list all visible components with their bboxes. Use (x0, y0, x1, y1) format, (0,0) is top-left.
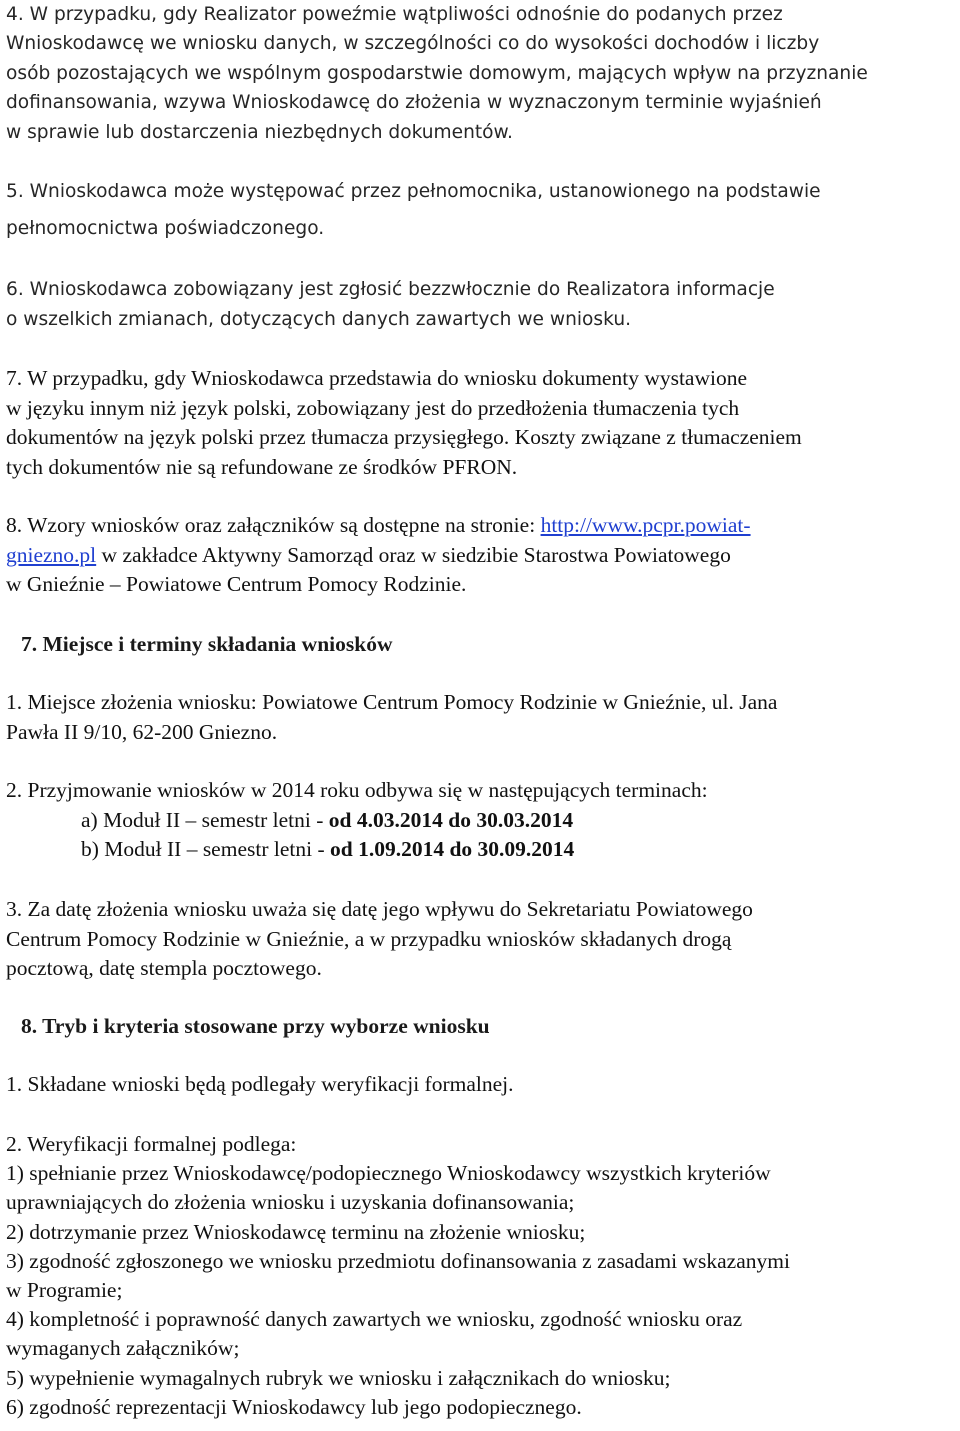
paragraph-line: 5. Wnioskodawca może występować przez pełnomocnika, ustanowionego na podstawie (6, 181, 821, 202)
paragraph-line: Pawła II 9/10, 62-200 Gniezno. (6, 719, 278, 744)
paragraph-line: osób pozostających we wspólnym gospodarstwie domowym, mających wpływ na przyznanie (6, 62, 868, 84)
paragraph-line: Centrum Pomocy Rodzinie w Gnieźnie, a w przypadku wniosków składanych drogą (6, 926, 732, 951)
section7-item-3 (6, 895, 954, 984)
paragraph-line: w sprawie lub dostarczenia niezbędnych dokumentów. (6, 121, 513, 143)
paragraph-line: pocztową, datę stempla pocztowego. (6, 956, 322, 980)
list-item: 1) spełnianie przez Wnioskodawcę/podopiecznego Wnioskodawcy wszystkich kryteriów (6, 1161, 771, 1186)
term-b-label: b) Moduł II – semestr letni - (81, 837, 330, 861)
paragraph-line (6, 541, 954, 571)
website-link[interactable]: http://www.pcpr.powiat- (540, 513, 751, 537)
paragraph-4 (6, 0, 954, 147)
term-b-dates: od 1.09.2014 do 30.09.2014 (330, 837, 575, 861)
paragraph-line: Wnioskodawcę we wniosku danych, w szczególności co do wysokości dochodów i liczby (6, 33, 820, 55)
paragraph-line: w języku innym niż język polski, zobowiązany jest do przedłożenia tłumaczenia tych (6, 395, 740, 420)
section8-item-1: 1. Składane wnioski będą podlegały weryfikacji formalnej. (6, 1072, 514, 1096)
paragraph-6 (6, 275, 954, 335)
paragraph-line: dokumentów na język polski przez tłumacza przysięgłego. Koszty związane z tłumaczeniem (6, 425, 802, 449)
paragraph-line: 7. W przypadku, gdy Wnioskodawca przedstawia do wniosku dokumenty wystawione (6, 366, 748, 390)
list-item: wymaganych załączników; (6, 1336, 240, 1361)
paragraph-line: 2. Przyjmowanie wniosków w 2014 roku odbywa się w następujących terminach: (6, 778, 708, 802)
paragraph-8 (6, 511, 954, 600)
list-item: 3) zgodność zgłoszonego we wniosku przedmiotu dofinansowania z zasadami wskazanymi (6, 1248, 790, 1273)
paragraph-line (6, 511, 954, 541)
list-item: 6) zgodność reprezentacji Wnioskodawcy lub jego podopiecznego. (6, 1394, 582, 1419)
section8-item-2 (6, 1130, 954, 1422)
paragraph-line: 1. Miejsce złożenia wniosku: Powiatowe Centrum Pomocy Rodzinie w Gnieźnie, ul. Jana (6, 690, 778, 714)
list-item: 4) kompletność i poprawność danych zawartych we wniosku, zgodność wniosku oraz (6, 1307, 743, 1332)
paragraph-line: tych dokumentów nie są refundowane ze środków PFRON. (6, 454, 518, 479)
website-link[interactable]: gniezno.pl (6, 542, 97, 567)
paragraph-7 (6, 364, 954, 482)
list-item: 5) wypełnienie wymagalnych rubryk we wniosku i załącznikach do wniosku; (6, 1365, 671, 1390)
section7-item-2 (6, 776, 954, 865)
paragraph-line: 3. Za datę złożenia wniosku uważa się datę jego wpływu do Sekretariatu Powiatowego (6, 897, 753, 921)
paragraph-text: w zakładce Aktywny Samorząd oraz w siedzibie Starostwa Powiatowego (96, 542, 731, 567)
section-heading-7: 7. Miejsce i terminy składania wniosków (21, 632, 393, 656)
term-a (6, 806, 954, 836)
list-item: w Programie; (6, 1278, 123, 1303)
paragraph-line: 2. Weryfikacji formalnej podlega: (6, 1132, 297, 1156)
paragraph-line: w Gnieźnie – Powiatowe Centrum Pomocy Rodzinie. (6, 572, 467, 596)
paragraph-line: pełnomocnictwa poświadczonego. (6, 218, 325, 239)
paragraph-line: 6. Wnioskodawca zobowiązany jest zgłosić bezzwłocznie do Realizatora informacje (6, 279, 775, 300)
paragraph-5 (6, 173, 954, 247)
paragraph-line: o wszelkich zmianach, dotyczących danych zawartych we wniosku. (6, 309, 632, 330)
paragraph-line: 4. W przypadku, gdy Realizator poweźmie wątpliwości odnośnie do podanych przez (6, 4, 783, 25)
section-heading-8: 8. Tryb i kryteria stosowane przy wyborze wniosku (21, 1014, 490, 1038)
paragraph-line: dofinansowania, wzywa Wnioskodawcę do złożenia w wyznaczonym terminie wyjaśnień (6, 92, 822, 114)
section7-item-1 (6, 688, 954, 747)
list-item: uprawniających do złożenia wniosku i uzyskania dofinansowania; (6, 1190, 575, 1215)
list-item: 2) dotrzymanie przez Wnioskodawcę terminu na złożenie wniosku; (6, 1219, 586, 1244)
term-b (6, 835, 954, 865)
term-a-label: a) Moduł II – semestr letni - (81, 807, 329, 832)
paragraph-text: 8. Wzory wniosków oraz załączników są dostępne na stronie: (6, 513, 541, 537)
term-a-dates: od 4.03.2014 do 30.03.2014 (328, 807, 574, 832)
